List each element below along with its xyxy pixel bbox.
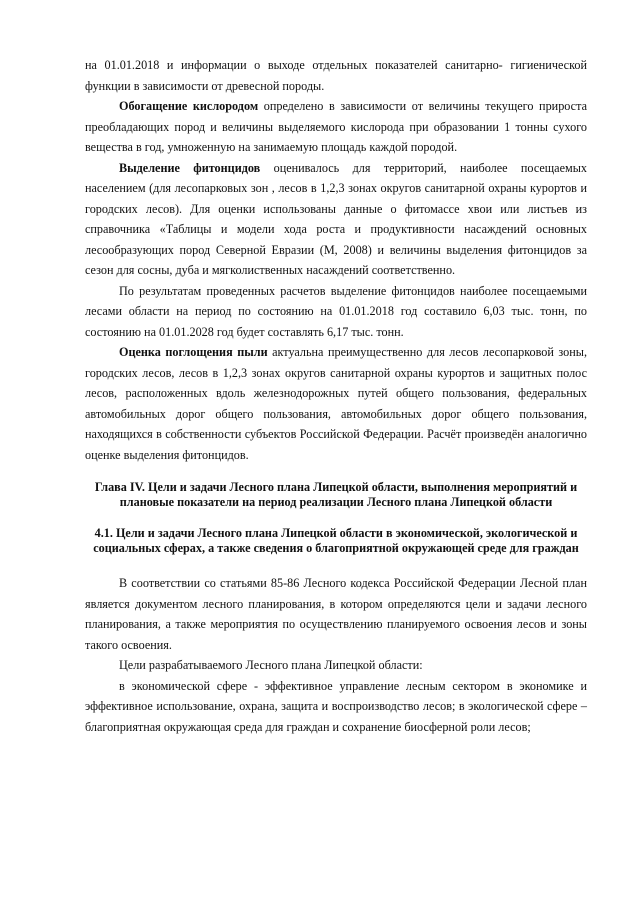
paragraph-continuation	[85, 55, 587, 96]
section-heading: 4.1. Цели и задачи Лесного плана Липецкой области в экономической, экологической и социальных сферах, а также сведения о благоприятной окружающей среде для граждан	[93, 526, 579, 555]
paragraph-text: на 01.01.2018 и информации о выходе отдельных показателей санитарно- гигиенической функции в зависимости от древесной породы.	[85, 58, 587, 93]
paragraph-text: в экономической сфере - эффективное управление лесным сектором в экономике и эффективное использование, охрана, защита и воспроизводство лесов; в экологической сфере – благоприятная окружающая среда для граждан и сохранение биосферной роли лесов;	[85, 678, 587, 734]
paragraph-goals-spheres	[85, 676, 587, 738]
paragraph-oxygen-enrichment	[85, 96, 587, 158]
paragraph-calculation-results	[85, 281, 587, 343]
paragraph-goals-intro	[85, 655, 587, 676]
paragraph-lead-term: Оценка поглощения пыли	[119, 345, 268, 359]
paragraph-text: актуальна преимущественно для лесов лесопарковой зоны, городских лесов, лесов в 1,2,3 зонах округов санитарной охраны курортов и защитных полос лесов, расположенных вдоль железнодорожных путей общего пользования, федеральных автомобильных дорог общего пользования, автомобильных дорог общего пользования, находящихся в собственности субъектов Российской Федерации. Расчёт произведён аналогично оценке выделения фитонцидов.	[85, 345, 587, 462]
paragraph-forest-code	[85, 573, 587, 655]
paragraph-text: Цели разрабатываемого Лесного плана Липецкой области:	[119, 658, 423, 672]
paragraph-phytoncide-release	[85, 158, 587, 281]
paragraph-text: определено в зависимости от величины текущего прироста преобладающих пород и величины выделяемого кислорода при образовании 1 тонны сухого вещества в год, умноженную на занимаемую площадь каждой породой.	[85, 99, 587, 154]
paragraph-text: В соответствии со статьями 85-86 Лесного кодекса Российской Федерации Лесной план является документом лесного планирования, в котором определяются цели и задачи лесного планирования, а также мероприятия по осуществлению планируемого освоения лесов и зоны такого освоения.	[85, 576, 587, 652]
document-page	[85, 55, 587, 737]
paragraph-dust-absorption	[85, 342, 587, 465]
paragraph-lead-term: Выделение фитонцидов	[119, 160, 261, 175]
paragraph-lead-term: Обогащение кислородом	[119, 99, 259, 113]
paragraph-text: оценивалось для территорий, наиболее посещаемых населением (для лесопарковых зон , лесов в 1,2,3 зонах округов санитарной охраны курортов и городских лесов). Для оценки использованы данные о фитомассе хвои или листьев из справочника «Таблицы и модели хода роста и продуктивности насаждений основных лесообразующих пород Северной Евразии (М, 2008) и величины выделения фитонцидов за сезон для сосны, дуба и мягколиственных насаждений соответственно.	[85, 160, 587, 277]
paragraph-text: По результатам проведенных расчетов выделение фитонцидов наиболее посещаемыми лесами области на период по состоянию на 01.01.2018 год составило 6,03 тыс. тонн, по состоянию на 01.01.2028 год будет составлять 6,17 тыс. тонн.	[85, 283, 587, 339]
chapter-heading: Глава IV. Цели и задачи Лесного плана Липецкой области, выполнения мероприятий и плановые показатели на период реализации Лесного плана Липецкой области	[94, 480, 578, 509]
